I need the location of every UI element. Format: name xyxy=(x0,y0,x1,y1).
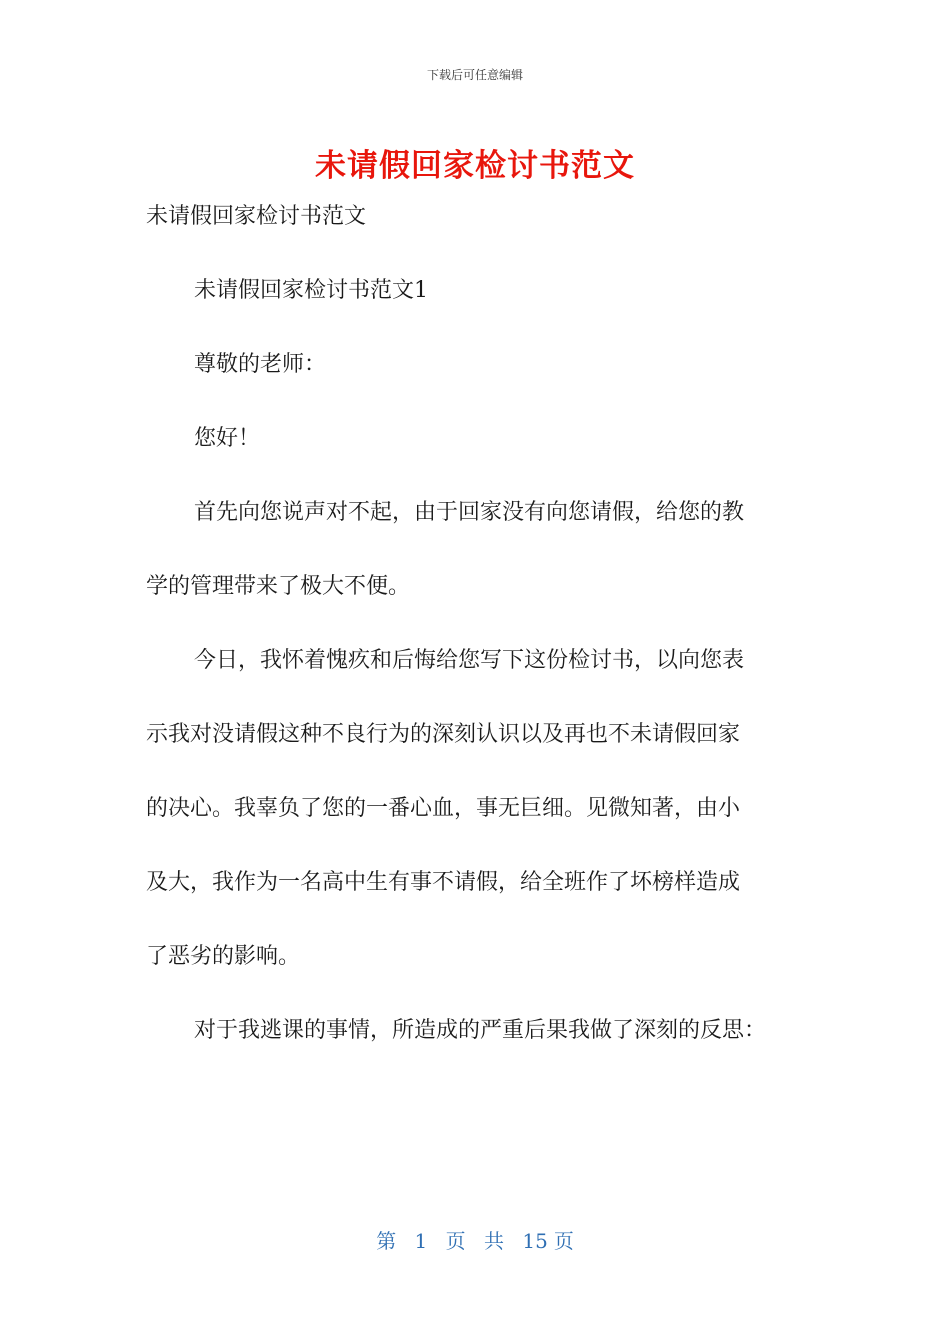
body-line: 对于我逃课的事情，所造成的严重后果我做了深刻的反思： xyxy=(194,1018,767,1043)
body-line-heading: 未请假回家检讨书范文 xyxy=(146,204,367,229)
body-line: 示我对没请假这种不良行为的深刻认识以及再也不未请假回家 xyxy=(146,722,741,747)
body-line: 及大，我作为一名高中生有事不请假，给全班作了坏榜样造成 xyxy=(146,870,741,895)
download-note: 下载后可任意编辑 xyxy=(426,68,523,82)
footer-ye: 页 xyxy=(445,1229,466,1253)
body-line: 了恶劣的影响。 xyxy=(146,944,301,969)
body-line-greeting: 您好！ xyxy=(194,426,261,451)
document-title: 未请假回家检讨书范文 xyxy=(315,148,635,184)
footer-page-number: 1 xyxy=(414,1229,428,1253)
body-line-salutation: 尊敬的老师： xyxy=(194,352,327,377)
footer-di: 第 xyxy=(376,1229,397,1253)
body-line: 今日，我怀着愧疚和后悔给您写下这份检讨书，以向您表 xyxy=(194,648,745,673)
footer-gong: 共 xyxy=(484,1229,504,1253)
body-line: 学的管理带来了极大不便。 xyxy=(146,574,411,599)
footer-ye2: 页 xyxy=(553,1229,574,1253)
footer-total-pages: 15 xyxy=(522,1229,548,1253)
body-line-subheading: 未请假回家检讨书范文1 xyxy=(194,278,428,303)
document-body xyxy=(146,180,806,1068)
body-line: 的决心。我辜负了您的一番心血，事无巨细。见微知著，由小 xyxy=(146,796,741,821)
page-footer xyxy=(0,1225,950,1254)
body-line: 首先向您说声对不起，由于回家没有向您请假，给您的教 xyxy=(194,500,745,525)
